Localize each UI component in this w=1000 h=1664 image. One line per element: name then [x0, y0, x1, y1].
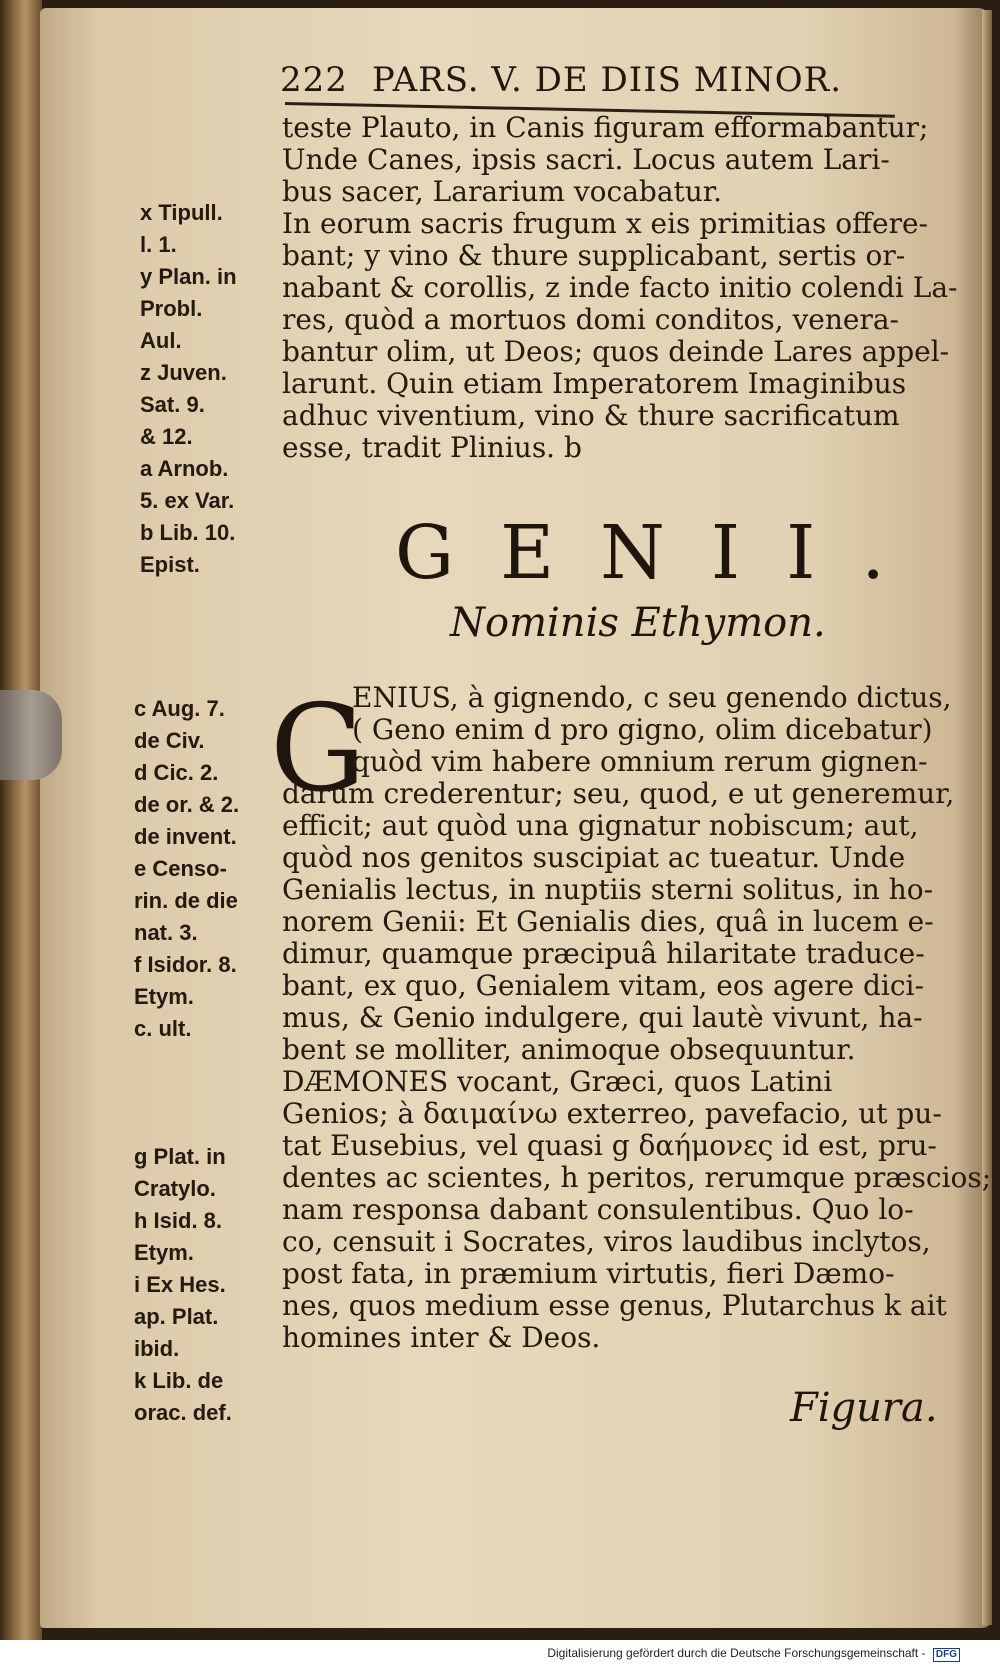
section-subheading: Nominis Ethymon. [450, 600, 826, 646]
page-edge [982, 10, 992, 1625]
dfg-logo: DFG [933, 1648, 960, 1662]
margin-note: c Aug. 7. [134, 696, 225, 721]
margin-note: d Cic. 2. [134, 760, 219, 785]
margin-note: Sat. 9. [140, 392, 205, 417]
margin-note: de or. & 2. [134, 792, 240, 817]
body-line: Genialis lectus, in nuptiis sterni solitus, in ho- [282, 873, 934, 906]
margin-note: Probl. [140, 296, 203, 321]
body-line: Unde Canes, ipsis sacri. Locus autem Lari- [282, 143, 890, 176]
body-line: adhuc viventium, vino & thure sacrificatum [282, 399, 900, 432]
margin-note: f Isidor. 8. [134, 952, 237, 977]
body-line: darum crederentur; seu, quod, e ut generemur, [282, 777, 955, 810]
body-line: nes, quos medium esse genus, Plutarchus k ait [282, 1289, 947, 1322]
margin-note: h Isid. 8. [134, 1208, 223, 1233]
margin-note: l. 1. [140, 232, 177, 257]
page-number: 222 [280, 60, 348, 100]
margin-note: x Tipull. [140, 200, 223, 225]
body-line: ( Geno enim d pro gigno, olim dicebatur) [352, 713, 933, 746]
body-line: efficit; aut quòd una gignatur nobiscum; aut, [282, 809, 919, 842]
body-line: tat Eusebius, vel quasi g δαήμονες id est, pru- [282, 1129, 937, 1162]
margin-note: ap. Plat. [134, 1304, 219, 1329]
body-line: mus, & Genio indulgere, qui lautè vivunt, ha- [282, 1001, 923, 1034]
margin-note: Aul. [140, 328, 182, 353]
catchword: Figura. [790, 1385, 938, 1431]
body-line: teste Plauto, in Canis figuram efformabantur; [282, 111, 929, 144]
margin-note: ibid. [134, 1336, 180, 1361]
margin-note: Etym. [134, 984, 194, 1009]
margin-note: i Ex Hes. [134, 1272, 226, 1297]
body-line: Genios; à δαιμαίνω exterreo, pavefacio, ut pu- [282, 1097, 942, 1130]
body-line: bus sacer, Lararium vocabatur. [282, 175, 723, 208]
body-line: nam responsa dabant consulentibus. Quo lo- [282, 1193, 914, 1226]
margin-note: g Plat. in [134, 1144, 226, 1169]
body-line: quòd vim habere omnium rerum gignen- [352, 745, 928, 778]
margin-note: 5. ex Var. [140, 488, 235, 513]
margin-note: de invent. [134, 824, 237, 849]
body-line: In eorum sacris frugum x eis primitias offere- [282, 207, 928, 240]
body-line: post fata, in præmium virtutis, fieri Dæmo- [282, 1257, 895, 1290]
footer-text: Digitalisierung gefördert durch die Deutsche Forschungsgemeinschaft - [547, 1646, 926, 1660]
margin-note: Etym. [134, 1240, 194, 1265]
body-line: dimur, quamque præcipuâ hilaritate traduce- [282, 937, 925, 970]
margin-note: b Lib. 10. [140, 520, 236, 545]
body-line: quòd nos genitos suscipiat ac tueatur. Unde [282, 841, 906, 874]
margin-note: orac. def. [134, 1400, 232, 1425]
body-line: bant; y vino & thure supplicabant, sertis or- [282, 239, 906, 272]
digitization-footer [0, 1642, 1000, 1664]
body-line: dentes ac scientes, h peritos, rerumque præscios; [282, 1161, 992, 1194]
body-line: bent se molliter, animoque obsequuntur. [282, 1033, 856, 1066]
body-line: nabant & corollis, z inde facto initio colendi La- [282, 271, 958, 304]
body-line: norem Genii: Et Genialis dies, quâ in lucem e- [282, 905, 934, 938]
running-title: PARS. V. DE DIIS MINOR. [371, 60, 843, 100]
margin-note: z Juven. [140, 360, 227, 385]
section-heading: GENII. [395, 510, 931, 596]
body-line: DÆMONES vocant, Græci, quos Latini [282, 1065, 833, 1098]
body-line: res, quòd a mortuos domi conditos, venera- [282, 303, 900, 336]
margin-note: c. ult. [134, 1016, 192, 1041]
margin-note: rin. de die [134, 888, 238, 913]
body-line: bant, ex quo, Genialem vitam, eos agere dici- [282, 969, 924, 1002]
margin-note: y Plan. in [140, 264, 237, 289]
body-line: homines inter & Deos. [282, 1321, 601, 1354]
margin-note: & 12. [140, 424, 193, 449]
book-clasp [0, 690, 62, 780]
margin-note: a Arnob. [140, 456, 229, 481]
margin-note: k Lib. de [134, 1368, 224, 1393]
margin-note: de Civ. [134, 728, 205, 753]
drop-capital: G [270, 680, 366, 819]
margin-note: Epist. [140, 552, 200, 577]
margin-note: e Censo- [134, 856, 227, 881]
body-line: esse, tradit Plinius. b [282, 431, 582, 464]
margin-note: Cratylo. [134, 1176, 216, 1201]
running-head [280, 60, 843, 104]
book-spine [0, 0, 42, 1640]
body-line: co, censuit i Socrates, viros laudibus inclytos, [282, 1225, 931, 1258]
body-line: bantur olim, ut Deos; quos deinde Lares appel- [282, 335, 950, 368]
body-line: larunt. Quin etiam Imperatorem Imaginibus [282, 367, 907, 400]
body-line: ENIUS, à gignendo, c seu genendo dictus, [352, 681, 952, 714]
margin-note: nat. 3. [134, 920, 198, 945]
